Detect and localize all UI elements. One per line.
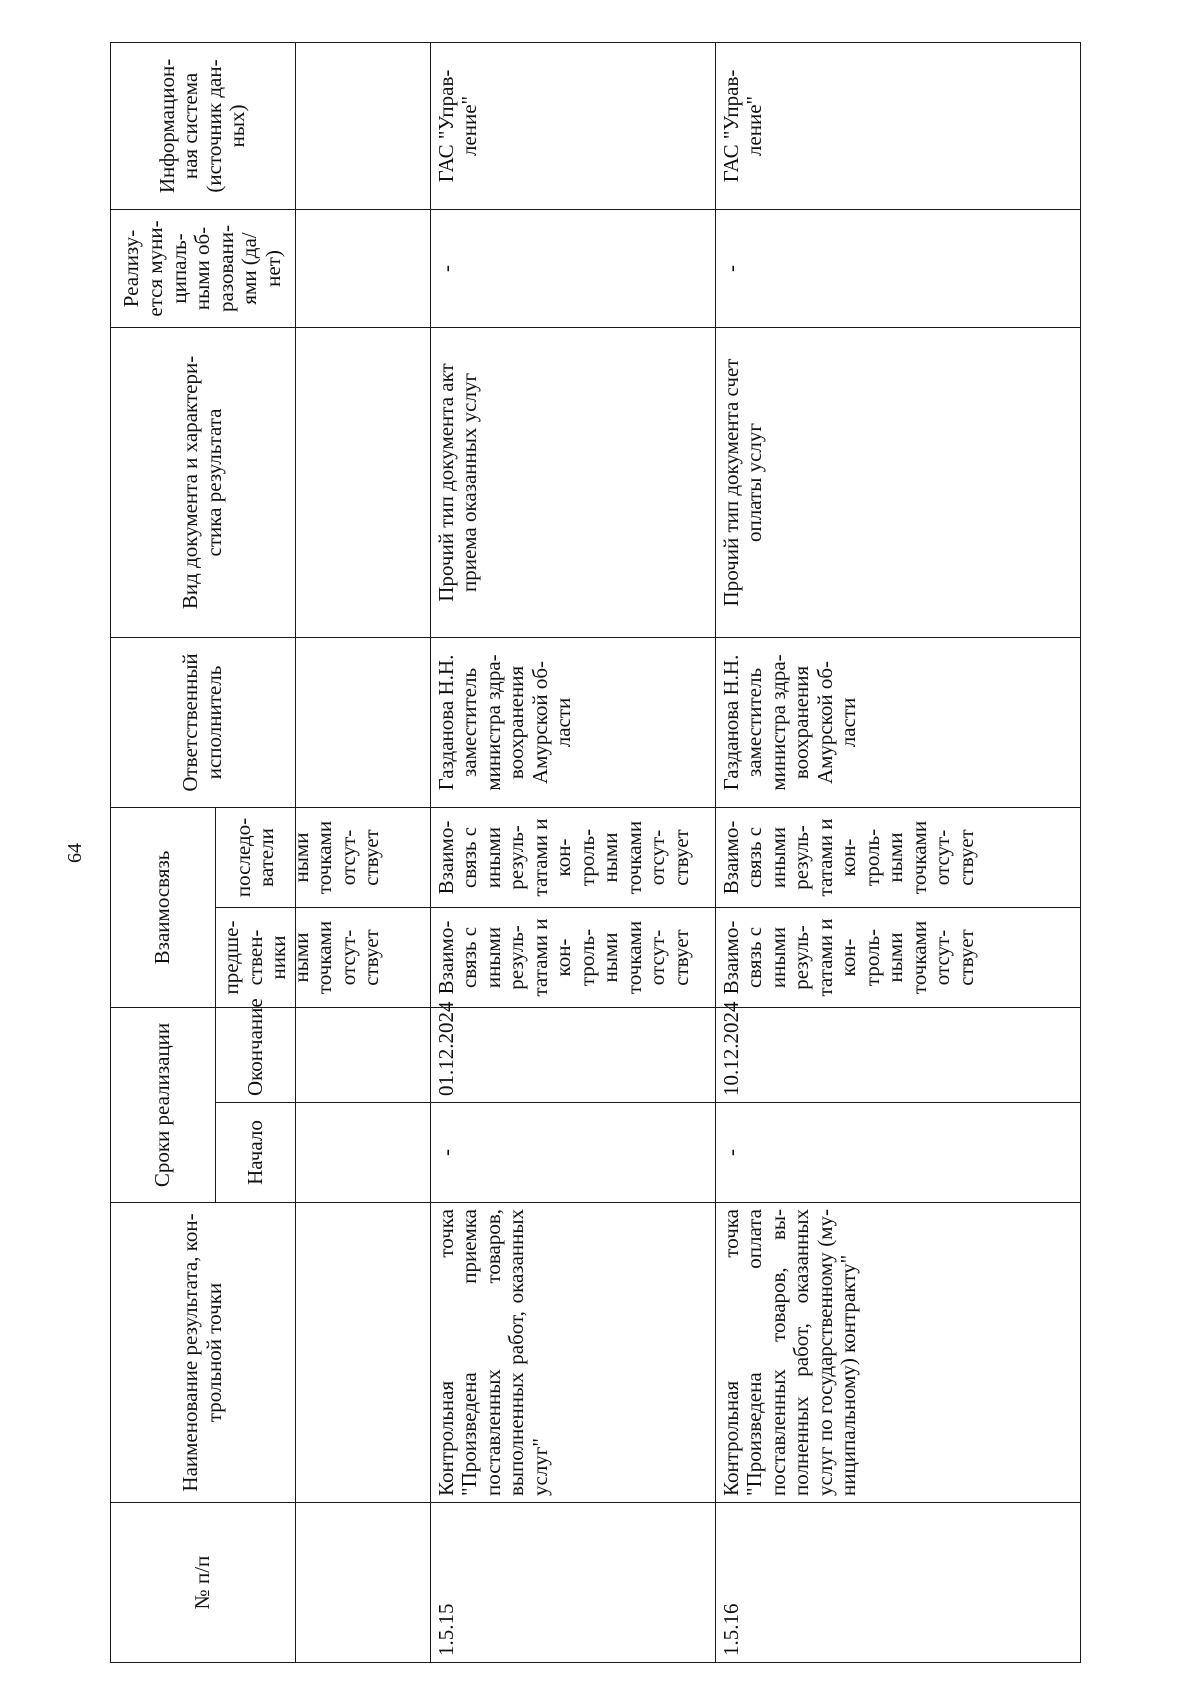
row-name: Контрольная точка "Произведена приемка поставленных товаров, выполненных работ, оказанных услуг" [430,1203,715,1503]
row-start: - [715,1103,1080,1203]
table-row [715,42,1080,1662]
row-start: - [430,1103,715,1203]
row-executor: Газданова Н.Н. заместитель министра здра-воохранения Амурской об-ласти [715,637,1080,807]
header-system: Информацион-ная система (источник дан-ных) [111,42,296,209]
row-municipal: - [430,209,715,327]
row-system: ГАС "Управ-ление" [430,42,715,209]
row-predecessors: Взаимо-связь с иными резуль-татами и кон-троль-ными точками отсут-ствует [715,908,1080,1008]
row-end: 01.12.2024 [430,1008,715,1103]
header-terms: Сроки реализации [111,1008,216,1203]
row-predecessors: Взаимо-связь с иными резуль-татами и кон-троль-ными точками отсут-ствует [430,908,715,1008]
row-executor: Газданова Н.Н. заместитель министра здра-воохранения Амурской об-ласти [430,637,715,807]
row-system: ГАС "Управ-ление" [715,42,1080,209]
header-predecessors: предше-ствен-ники [216,908,296,1008]
rotated-table-container [110,43,1070,1663]
page-number: 64 [64,843,86,863]
row-doc: Прочий тип документа счет оплаты услуг [715,327,1080,637]
row-num: 1.5.15 [430,1503,715,1663]
continuation-successors: ными точками отсут-ствует [295,807,430,907]
header-row-1 [111,42,216,1662]
header-successors: последо-ватели [216,807,296,907]
continuation-predecessors: ными точками отсут-ствует [295,908,430,1008]
header-municipal: Реализу-ется муни-ципаль-ными об-разовани-ями (да/нет) [111,209,296,327]
row-num: 1.5.16 [715,1503,1080,1663]
row-successors: Взаимо-связь с иными резуль-татами и кон-троль-ными точками отсут-ствует [715,807,1080,907]
header-link: Взаимосвязь [111,807,216,1007]
header-doc: Вид документа и характери-стика результата [111,327,296,637]
table-row [430,42,715,1662]
row-municipal: - [715,209,1080,327]
header-end: Окончание [216,1008,296,1103]
row-name: Контрольная точка "Произведена оплата поставленных товаров, вы-полненных работ, оказанных услуг по государственному (му-ниципальному) контракту" [715,1203,1080,1503]
row-end: 10.12.2024 [715,1008,1080,1103]
continuation-row [295,42,430,1662]
results-table [110,42,1081,1663]
header-num: № п/п [111,1503,296,1663]
header-name: Наименование результата, кон-трольной точки [111,1203,296,1503]
row-successors: Взаимо-связь с иными резуль-татами и кон-троль-ными точками отсут-ствует [430,807,715,907]
header-executor: Ответственный исполнитель [111,637,296,807]
header-start: Начало [216,1103,296,1203]
row-doc: Прочий тип документа акт приема оказанных услуг [430,327,715,637]
